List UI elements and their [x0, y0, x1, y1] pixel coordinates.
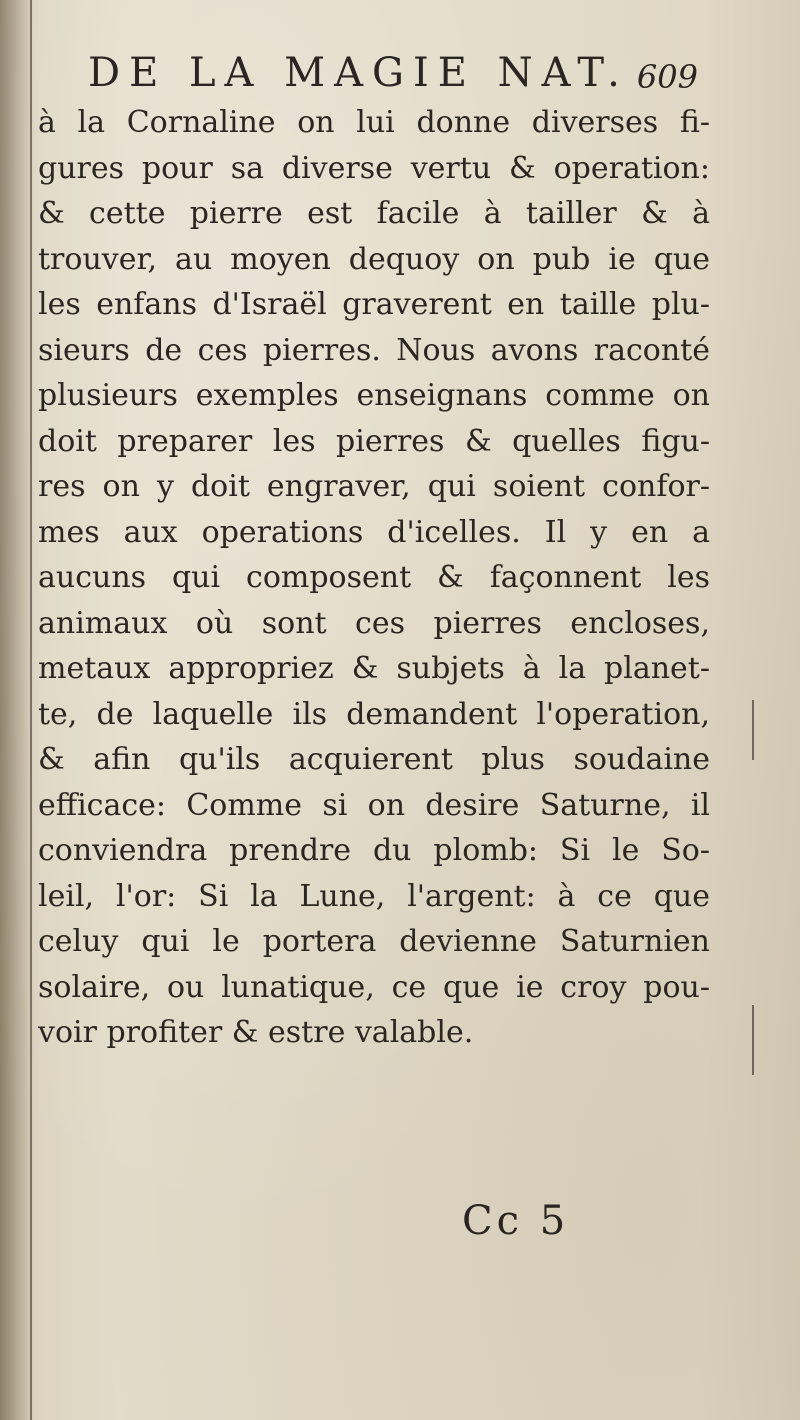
text-line: metaux appropriez & subjets à la planet-	[38, 651, 710, 686]
text-line: les enfans d'Israël graverent en taille plu-	[38, 287, 710, 322]
page-number: 609	[636, 58, 698, 96]
signature-mark: Cc 5	[462, 1198, 570, 1244]
text-line: & cette pierre est facile à tailler & à	[38, 196, 710, 231]
text-line: solaire, ou lunatique, ce que ie croy pou-	[38, 969, 710, 1005]
text-line: celuy qui le portera devienne Saturnien	[38, 924, 710, 959]
text-line: animaux où sont ces pierres encloses,	[38, 605, 710, 641]
text-line: mes aux operations d'icelles. Il y en a	[38, 514, 710, 550]
text-line: aucuns qui composent & façonnent les	[38, 560, 710, 595]
margin-mark	[752, 1005, 754, 1075]
text-line: doit preparer les pierres & quelles figu-	[38, 423, 710, 459]
page-header	[88, 44, 698, 96]
text-line: à la Cornaline on lui donne diverses fi-	[38, 105, 710, 140]
text-line: leil, l'or: Si la Lune, l'argent: à ce que	[38, 878, 710, 914]
text-line: & afin qu'ils acquierent plus soudaine	[38, 742, 710, 777]
body-text	[38, 100, 710, 1056]
text-line: te, de laquelle ils demandent l'operation,	[38, 696, 710, 732]
text-line: plusieurs exemples enseignans comme on	[38, 378, 710, 413]
gutter-shadow	[0, 0, 34, 1420]
text-line: gures pour sa diverse vertu & operation:	[38, 150, 710, 186]
text-line: res on y doit engraver, qui soient confor-	[38, 469, 710, 504]
text-line: conviendra prendre du plomb: Si le So-	[38, 833, 710, 868]
text-line: voir profiter & estre valable.	[38, 1015, 474, 1050]
text-line: sieurs de ces pierres. Nous avons raconté	[38, 332, 710, 368]
text-line: efficace: Comme si on desire Saturne, il	[38, 787, 710, 823]
margin-mark	[752, 700, 754, 760]
binding-edge	[30, 0, 32, 1420]
text-line: trouver, au moyen dequoy on pub ie que	[38, 241, 710, 277]
running-title: DE LA MAGIE NAT.	[88, 50, 629, 96]
